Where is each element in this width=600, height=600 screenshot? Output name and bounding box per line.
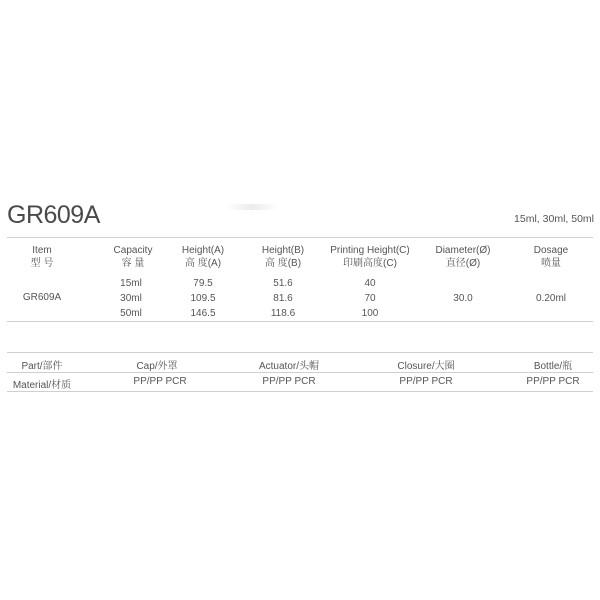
header-height-b xyxy=(262,244,304,270)
header-printing-height xyxy=(330,244,409,270)
header-dosage xyxy=(534,244,568,270)
height-b-50ml: 118.6 xyxy=(270,308,296,319)
header-item-en: Item xyxy=(32,245,52,256)
header-capacity-en: Capacity xyxy=(113,245,153,256)
height-a-30ml: 109.5 xyxy=(190,293,216,304)
header-item xyxy=(31,244,54,270)
printing-height-15ml: 40 xyxy=(364,278,376,289)
header-diameter-zh: 直径(Ø) xyxy=(445,258,481,269)
material-closure: PP/PP PCR xyxy=(399,376,453,387)
height-b-15ml: 51.6 xyxy=(273,278,293,289)
header-capacity-zh: 容 量 xyxy=(121,258,145,269)
header-diameter xyxy=(435,244,490,270)
header-height-a-en: Height(A) xyxy=(181,245,225,256)
spec-table-bottom-rule xyxy=(7,321,593,322)
capacity-15ml: 15ml xyxy=(120,278,142,289)
material-bottle: PP/PP PCR xyxy=(526,376,580,387)
spec-table-top-rule xyxy=(7,237,593,238)
part-label: Part/部件 xyxy=(21,361,63,372)
header-dosage-en: Dosage xyxy=(533,245,569,256)
height-a-15ml: 79.5 xyxy=(193,278,213,289)
diameter-value: 30.0 xyxy=(453,293,473,304)
material-table-bottom-rule xyxy=(7,391,593,392)
header-height-a-zh: 高 度(A) xyxy=(184,258,222,269)
header-capacity xyxy=(114,244,153,270)
height-a-50ml: 146.5 xyxy=(190,308,216,319)
header-diameter-en: Diameter(Ø) xyxy=(435,245,491,256)
dosage-value: 0.20ml xyxy=(535,293,567,304)
material-table-middle-rule xyxy=(7,372,593,373)
printing-height-30ml: 70 xyxy=(364,293,376,304)
material-cap: PP/PP PCR xyxy=(133,376,187,387)
material-table-top-rule xyxy=(7,352,593,353)
product-image-shadow xyxy=(226,204,278,210)
header-height-a xyxy=(182,244,224,270)
header-height-b-zh: 高 度(B) xyxy=(264,258,302,269)
header-printing-height-zh: 印刷高度(C) xyxy=(343,258,397,269)
part-closure: Closure/大圈 xyxy=(397,361,455,372)
part-actuator: Actuator/头帽 xyxy=(258,361,320,372)
product-capacities: 15ml, 30ml, 50ml xyxy=(514,213,594,225)
header-item-zh: 型 号 xyxy=(30,258,54,269)
capacity-30ml: 30ml xyxy=(120,293,142,304)
material-actuator: PP/PP PCR xyxy=(262,376,316,387)
material-label: Material/材质 xyxy=(12,380,72,391)
part-bottle: Bottle/瓶 xyxy=(533,361,573,372)
header-printing-height-en: Printing Height(C) xyxy=(330,245,410,256)
part-cap: Cap/外罩 xyxy=(136,361,178,372)
item-value: GR609A xyxy=(22,292,62,303)
printing-height-50ml: 100 xyxy=(361,308,379,319)
product-model-title: GR609A xyxy=(7,201,100,229)
capacity-50ml: 50ml xyxy=(120,308,142,319)
height-b-30ml: 81.6 xyxy=(273,293,293,304)
header-dosage-zh: 喷量 xyxy=(541,258,561,269)
header-height-b-en: Height(B) xyxy=(261,245,305,256)
